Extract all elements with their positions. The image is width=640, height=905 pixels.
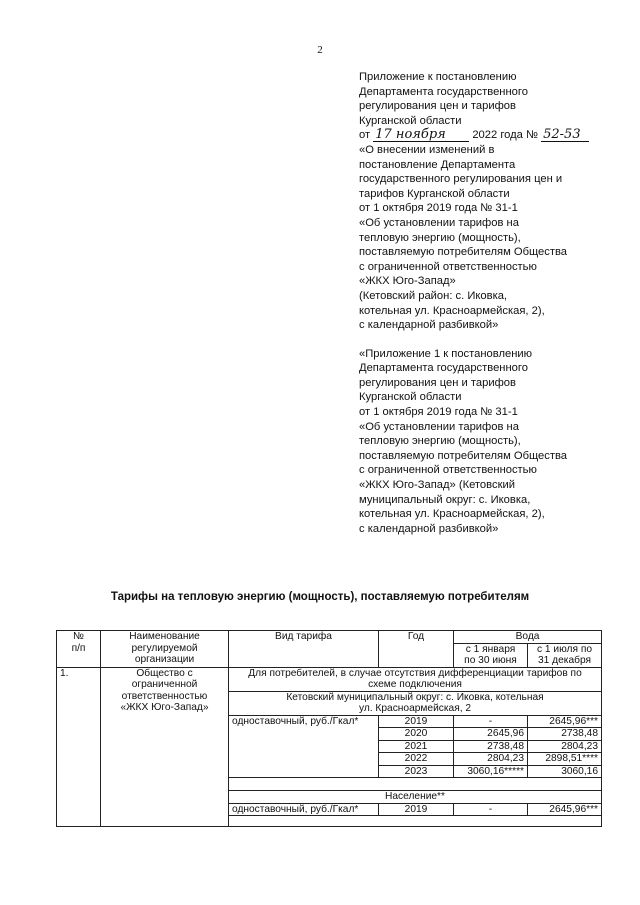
appendix-line: тарифов Курганской области	[359, 187, 510, 200]
value-cell: 2645,96	[454, 728, 528, 741]
value-cell: -	[454, 803, 528, 816]
appendix-line: тепловую энергию (мощность),	[359, 435, 521, 448]
appendix-line: котельная ул. Красноармейская, 2),	[359, 508, 545, 521]
year-cell: 2019	[379, 715, 454, 728]
appendix-line: поставляемую потребителям Общества	[359, 449, 568, 462]
header-period-1: с 1 января по 30 июня	[454, 643, 528, 667]
value-cell: 2738,48	[454, 740, 528, 753]
appendix-line: тепловую энергию (мощность),	[359, 231, 521, 244]
value-cell: 2898,51****	[528, 753, 602, 766]
appendix-line: Курганской области	[359, 114, 462, 127]
header-tariff-type: Вид тарифа	[229, 631, 379, 668]
appendix-line: муниципальный округ: с. Иковка,	[359, 493, 531, 506]
table-header-row	[57, 631, 602, 644]
year-cell: 2023	[379, 765, 454, 778]
appendix-line: «ЖКХ Юго-Запад» (Кетовский	[359, 479, 515, 492]
header-water: Вода	[454, 631, 602, 644]
table-row	[57, 667, 602, 691]
appendix-line: «Об установлении тарифов на	[359, 420, 519, 433]
appendix-line: от 1 октября 2019 года № 31-1	[359, 406, 518, 419]
appendix-line: регулирования цен и тарифов	[359, 376, 516, 389]
document-title: Тарифы на тепловую энергию (мощность), поставляемую потребителям	[110, 591, 530, 603]
appendix-header	[359, 70, 619, 536]
appendix-line: поставляемую потребителям Общества	[359, 246, 568, 259]
appendix-line: Курганской области	[359, 391, 462, 404]
value-cell: 2738,48	[528, 728, 602, 741]
appendix-line: котельная ул. Красноармейская, 2),	[359, 304, 545, 317]
value-cell: 3060,16*****	[454, 765, 528, 778]
appendix-line: с ограниченной ответственностью	[359, 464, 537, 477]
value-cell: 2645,96***	[528, 715, 602, 728]
year-cell: 2019	[379, 803, 454, 816]
date-suffix: 2022 года №	[472, 129, 538, 142]
appendix-line: Департамента государственного	[359, 362, 528, 375]
appendix-line: «ЖКХ Юго-Запад»	[359, 275, 456, 288]
blank-row	[229, 778, 602, 791]
handwritten-date: 17 ноября	[373, 129, 469, 142]
tariff-type-cell: одноставочный, руб./Гкал*	[229, 715, 379, 778]
appendix-line: «Приложение 1 к постановлению	[359, 347, 533, 360]
value-cell: -	[454, 715, 528, 728]
header-year: Год	[379, 631, 454, 668]
value-cell: 2804,23	[454, 753, 528, 766]
section-population: Население**	[229, 791, 602, 804]
appendix-line: постановление Департамента	[359, 158, 516, 171]
tariff-type-cell: одноставочный, руб./Гкал*	[229, 803, 379, 816]
date-prefix: от	[359, 129, 371, 142]
appendix-line: регулирования цен и тарифов	[359, 100, 516, 113]
section-consumers: Для потребителей, в случае отсутствия дифференциации тарифов по схеме подключения	[229, 667, 602, 691]
appendix-line: с календарной разбивкой»	[359, 319, 499, 332]
header-number: № п/п	[57, 631, 101, 668]
appendix-line: Приложение к постановлению	[359, 71, 517, 83]
row-number: 1.	[57, 667, 101, 827]
value-cell: 2645,96***	[528, 803, 602, 816]
value-cell: 2804,23	[528, 740, 602, 753]
page-number: 2	[317, 44, 323, 56]
year-cell: 2020	[379, 728, 454, 741]
appendix-line: «Об установлении тарифов на	[359, 216, 519, 229]
header-organization: Наименование регулируемой организации	[101, 631, 229, 668]
appendix-line: (Кетовский район: с. Иковка,	[359, 289, 508, 302]
organization-name: Общество с ограниченной ответственностью «ЖКХ Юго-Запад»	[101, 667, 229, 827]
value-cell: 3060,16	[528, 765, 602, 778]
header-period-2: с 1 июля по 31 декабря	[528, 643, 602, 667]
handwritten-number: 52-53	[541, 129, 589, 142]
section-location: Кетовский муниципальный округ: с. Иковка, котельная ул. Красноармейская, 2	[229, 691, 602, 715]
decree-date-line	[359, 128, 619, 143]
appendix-line: государственного регулирования цен и	[359, 173, 563, 186]
blank-row	[229, 816, 602, 827]
tariff-table	[56, 630, 602, 827]
appendix-line: «О внесении изменений в	[359, 143, 495, 156]
appendix-line: Департамента государственного	[359, 85, 528, 98]
appendix-line: от 1 октября 2019 года № 31-1	[359, 202, 518, 215]
appendix-line: с календарной разбивкой»	[359, 522, 499, 535]
year-cell: 2022	[379, 753, 454, 766]
year-cell: 2021	[379, 740, 454, 753]
appendix-line: с ограниченной ответственностью	[359, 260, 537, 273]
